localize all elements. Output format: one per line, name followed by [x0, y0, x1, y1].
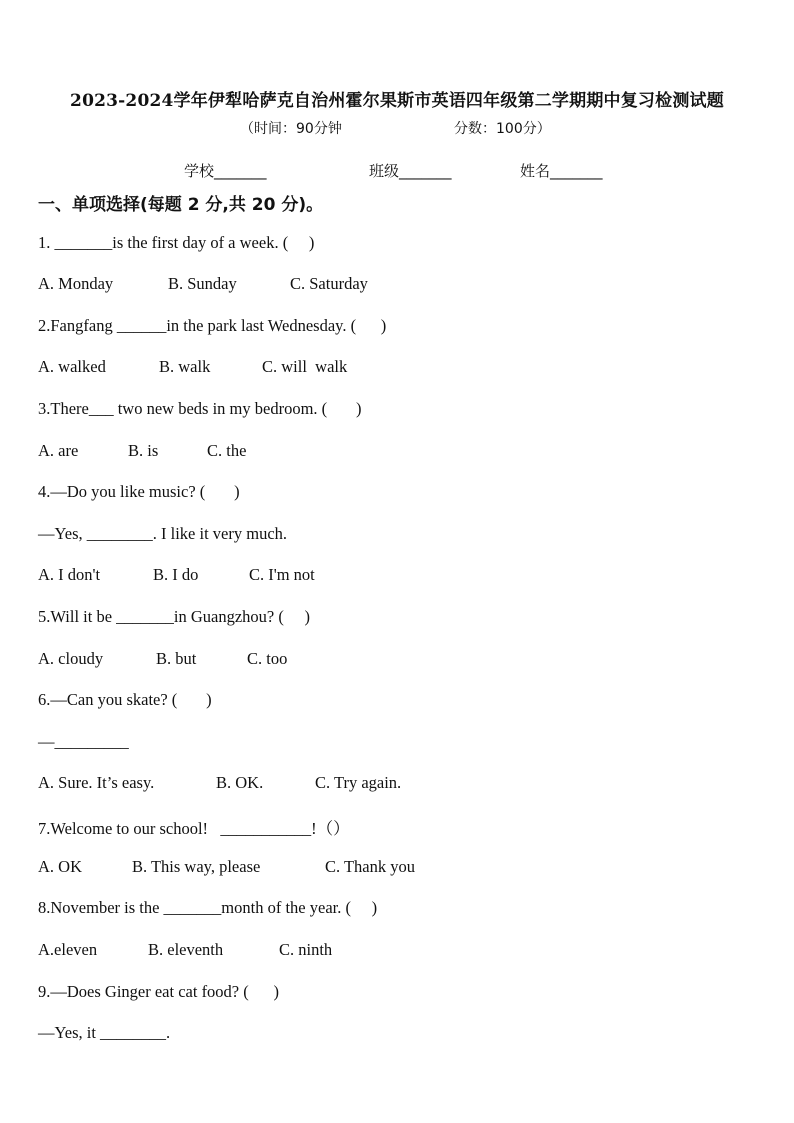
q7-option-a: A. OK: [38, 857, 82, 876]
question-9-reply: —Yes, it ________.: [38, 1023, 171, 1042]
question-6: 6.—Can you skate? ( ): [38, 690, 212, 709]
q4-option-a: A. I don't: [38, 565, 101, 584]
exam-time: （时间：90分钟: [240, 121, 342, 137]
question-3: 3.There___ two new beds in my bedroom. ( ): [38, 399, 362, 418]
q3-option-b: B. is: [128, 441, 159, 460]
q6-option-a: A. Sure. It’s easy.: [38, 773, 155, 792]
name-field: 姓名_______: [520, 162, 603, 180]
question-5: 5.Will it be _______in Guangzhou? ( ): [38, 607, 310, 626]
q1-option-b: B. Sunday: [168, 274, 237, 293]
q1-option-a: A. Monday: [38, 274, 114, 293]
exam-score: 分数：100分）: [454, 121, 551, 137]
section-heading: 一、单项选择(每题 2 分,共 20 分)。: [38, 195, 324, 215]
q6-option-c: C. Try again.: [315, 773, 402, 792]
q8-option-b: B. eleventh: [148, 940, 224, 959]
q5-option-a: A. cloudy: [38, 649, 104, 668]
q7-option-b: B. This way, please: [132, 857, 261, 876]
q4-option-c: C. I'm not: [249, 565, 315, 584]
q5-option-c: C. too: [247, 649, 288, 668]
question-1: 1. _______is the first day of a week. ( ): [38, 233, 315, 252]
question-4-reply: —Yes, ________. I like it very much.: [38, 524, 288, 543]
q3-option-c: C. the: [207, 441, 247, 460]
q3-option-a: A. are: [38, 441, 79, 460]
q2-option-b: B. walk: [159, 357, 211, 376]
class-field: 班级_______: [369, 162, 452, 180]
q8-option-a: A.eleven: [38, 940, 98, 959]
question-9: 9.—Does Ginger eat cat food? ( ): [38, 982, 279, 1001]
q1-option-c: C. Saturday: [290, 274, 368, 293]
q6-option-b: B. OK.: [216, 773, 264, 792]
question-4: 4.—Do you like music? ( ): [38, 482, 240, 501]
question-2: 2.Fangfang ______in the park last Wednesday. ( ): [38, 316, 387, 335]
question-7: 7.Welcome to our school! ___________!（）: [38, 819, 350, 838]
q2-option-a: A. walked: [38, 357, 106, 376]
q4-option-b: B. I do: [153, 565, 199, 584]
q5-option-b: B. but: [156, 649, 197, 668]
exam-title: 2023-2024学年伊犁哈萨克自治州霍尔果斯市英语四年级第二学期期中复习检测试题: [70, 91, 724, 111]
question-6-reply: —_________: [38, 732, 129, 751]
school-field: 学校_______: [184, 162, 267, 180]
question-8: 8.November is the _______month of the year. ( ): [38, 898, 378, 917]
q8-option-c: C. ninth: [279, 940, 333, 959]
q7-option-c: C. Thank you: [325, 857, 415, 876]
q2-option-c: C. will walk: [262, 357, 348, 376]
